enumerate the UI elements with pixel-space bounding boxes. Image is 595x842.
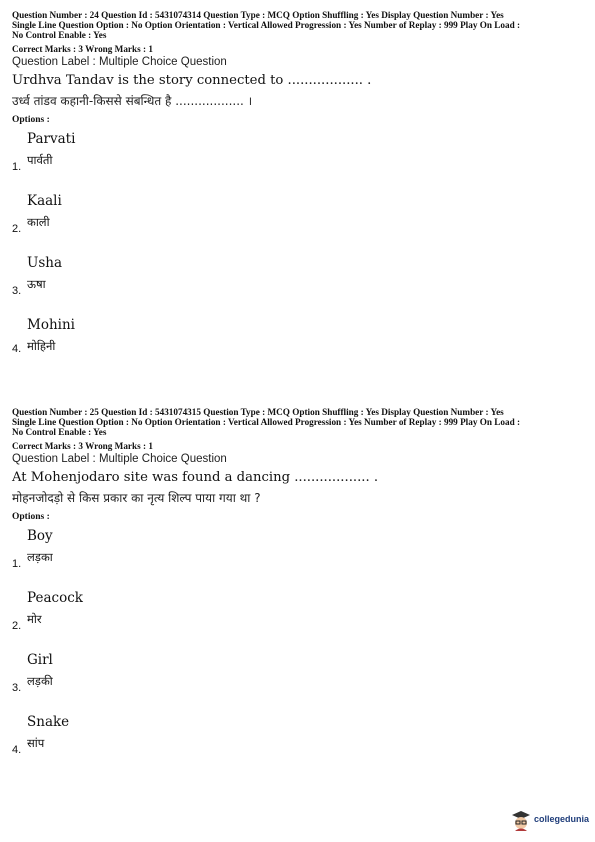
- option-item[interactable]: [12, 590, 587, 652]
- option-text-english: Usha: [27, 254, 63, 271]
- options-heading: Options :: [12, 114, 50, 125]
- question-marks: Correct Marks : 3 Wrong Marks : 1: [12, 43, 153, 54]
- option-text-english: Mohini: [27, 316, 75, 333]
- option-text-english: Snake: [27, 713, 70, 730]
- option-number: 1.: [12, 160, 22, 173]
- option-text-hindi: मोर: [27, 611, 42, 626]
- option-item[interactable]: [12, 255, 587, 317]
- option-number: 4.: [12, 743, 22, 756]
- question-meta-line: No Control Enable : Yes: [12, 30, 107, 41]
- collegedunia-logo: [511, 810, 589, 832]
- option-text-english: Peacock: [27, 589, 83, 606]
- options-heading: Options :: [12, 511, 50, 522]
- question-text-hindi: मोहनजोदड़ो से किस प्रकार का नृत्य शिल्प पाया गया था ?: [12, 490, 261, 505]
- question-label: Question Label : Multiple Choice Question: [12, 452, 227, 465]
- question-block-25: [12, 407, 587, 776]
- option-text-hindi: लड़की: [27, 673, 53, 688]
- option-number: 2.: [12, 619, 22, 632]
- option-text-english: Girl: [27, 651, 53, 668]
- option-text-hindi: मोहिनी: [27, 338, 56, 353]
- question-meta-line: Single Line Question Option : No Option Orientation : Vertical Allowed Progression : Yes Number of Replay : 999 Play On Load :: [12, 20, 521, 31]
- question-meta-line: Single Line Question Option : No Option Orientation : Vertical Allowed Progression : Yes Number of Replay : 999 Play On Load :: [12, 417, 521, 428]
- option-number: 4.: [12, 342, 22, 355]
- logo-tagline: [534, 824, 589, 828]
- option-text-hindi: ऊषा: [27, 276, 46, 291]
- question-marks: Correct Marks : 3 Wrong Marks : 1: [12, 440, 153, 451]
- question-block-24: [12, 10, 587, 379]
- option-text-hindi: काली: [27, 214, 50, 229]
- option-item[interactable]: [12, 528, 587, 590]
- question-text-hindi: उर्ध्व तांडव कहानी-किससे संबन्धित है .................. ।: [12, 93, 253, 108]
- question-text-english: At Mohenjodaro site was found a dancing .................. .: [12, 469, 379, 485]
- option-number: 3.: [12, 284, 22, 297]
- option-text-hindi: सांप: [27, 735, 45, 750]
- option-item[interactable]: [12, 652, 587, 714]
- option-number: 3.: [12, 681, 22, 694]
- option-text-hindi: लड़का: [27, 549, 53, 564]
- option-number: 1.: [12, 557, 22, 570]
- option-text-english: Parvati: [27, 130, 76, 147]
- question-meta-line: No Control Enable : Yes: [12, 427, 107, 438]
- question-text-english: Urdhva Tandav is the story connected to .................. .: [12, 72, 372, 88]
- option-text-english: Kaali: [27, 192, 62, 209]
- option-item[interactable]: [12, 317, 587, 379]
- question-meta-line: Question Number : 24 Question Id : 5431074314 Question Type : MCQ Option Shuffling : Yes Display Question Number : Yes: [12, 10, 504, 20]
- option-text-english: Boy: [27, 527, 53, 544]
- option-item[interactable]: [12, 131, 587, 193]
- option-item[interactable]: [12, 193, 587, 255]
- graduate-avatar-icon: [511, 810, 531, 832]
- logo-text: collegedunia: [533, 814, 589, 824]
- option-number: 2.: [12, 222, 22, 235]
- option-text-hindi: पार्वती: [27, 152, 53, 167]
- question-meta-line: Question Number : 25 Question Id : 5431074315 Question Type : MCQ Option Shuffling : Yes Display Question Number : Yes: [12, 407, 504, 417]
- question-label: Question Label : Multiple Choice Question: [12, 55, 227, 68]
- option-item[interactable]: [12, 714, 587, 776]
